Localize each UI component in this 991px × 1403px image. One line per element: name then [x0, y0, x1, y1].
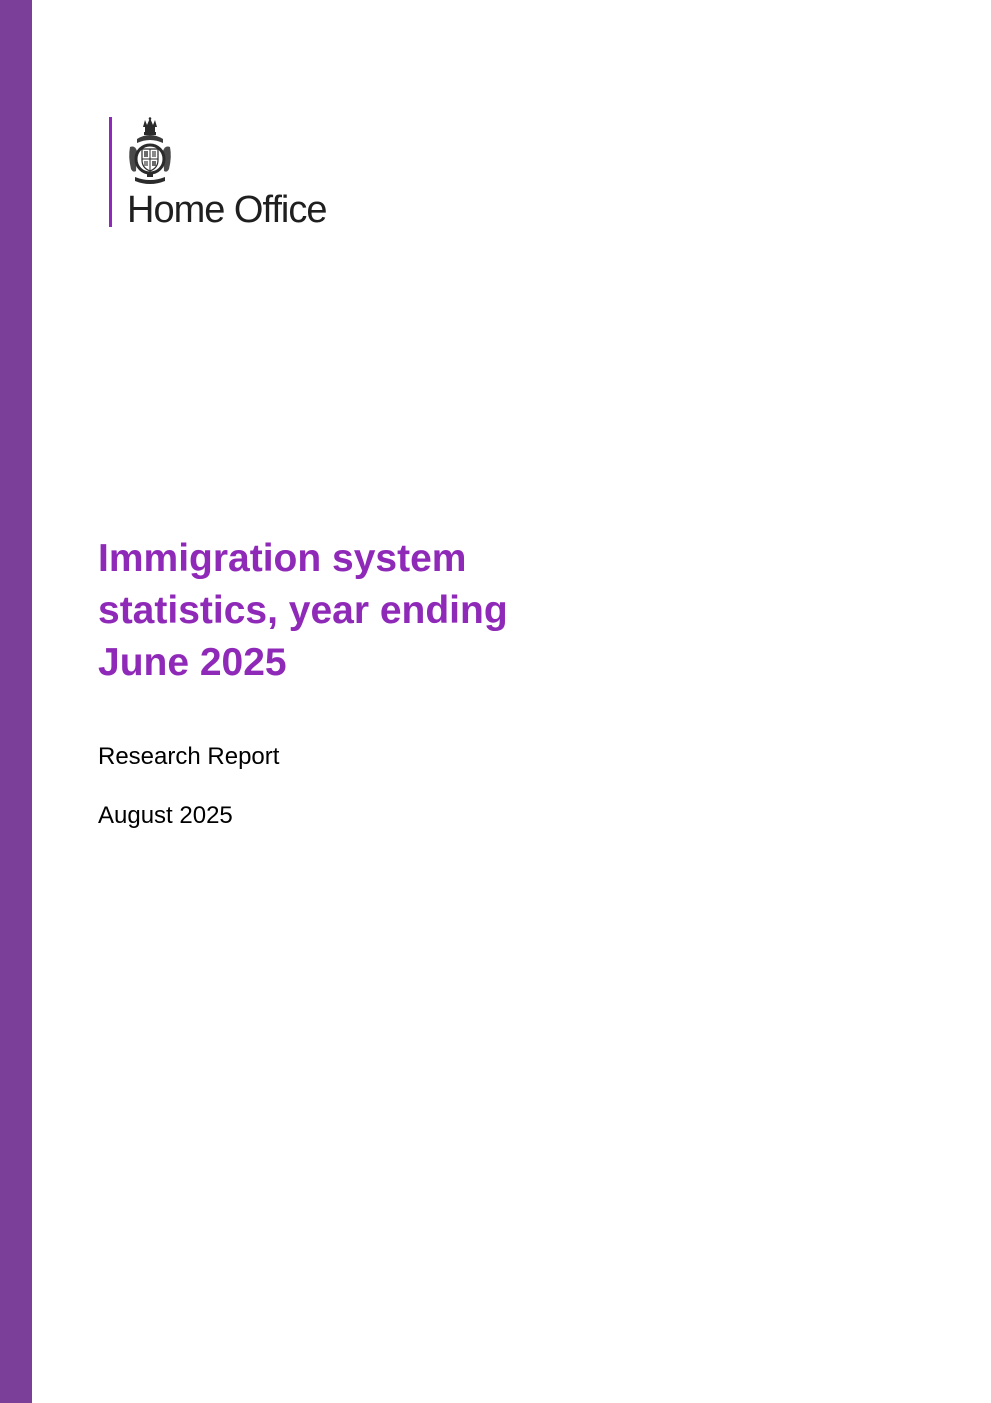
side-color-bar [0, 0, 32, 1403]
title-line-1: Immigration system [98, 537, 467, 580]
logo-wordmark: Home Office [127, 189, 327, 231]
home-office-logo [109, 117, 379, 229]
logo-divider-line [109, 117, 112, 227]
title-line-3: June 2025 [98, 641, 287, 684]
royal-coat-of-arms-icon [127, 117, 173, 189]
publication-date: August 2025 [98, 802, 233, 829]
report-type: Research Report [98, 743, 280, 770]
report-title [98, 533, 658, 689]
title-line-2: statistics, year ending [98, 589, 508, 632]
